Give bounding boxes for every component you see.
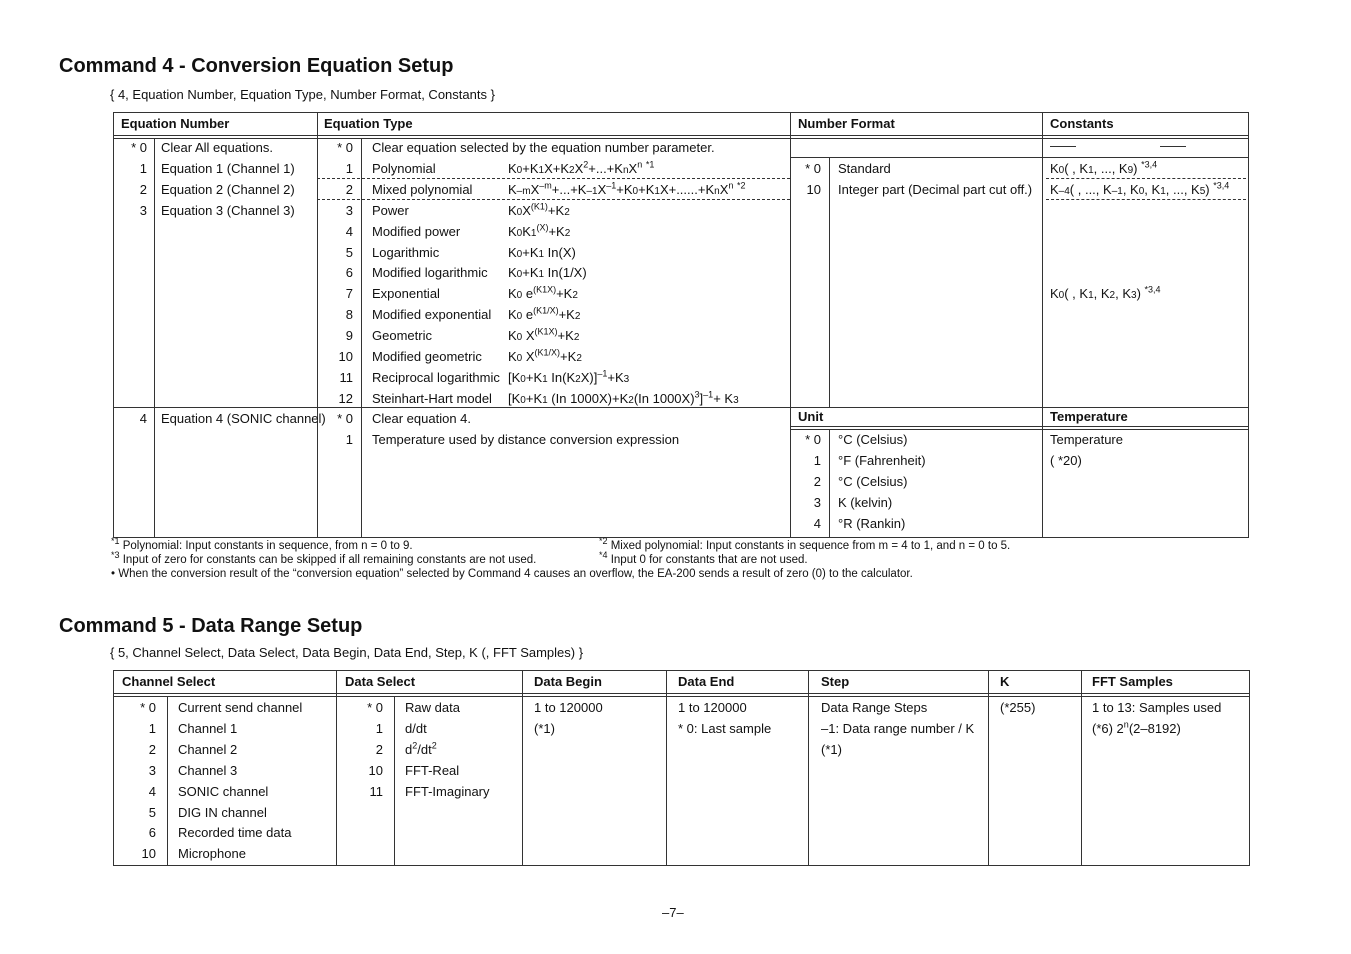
eq-type-code: 1	[345, 161, 353, 176]
command4-title: Command 4 - Conversion Equation Setup	[59, 55, 454, 77]
column-rule	[394, 696, 395, 866]
unit-code: 4	[813, 516, 821, 531]
header-data-end: Data End	[678, 674, 735, 689]
eq-type-name: Mixed polynomial	[372, 182, 473, 197]
step-note: (*1)	[821, 742, 842, 757]
eq-type-code: * 0	[337, 140, 353, 155]
fft-range: 1 to 13: Samples used	[1092, 700, 1222, 715]
footnote-1: $^{*1}$ Polynomial: Input constants in sequence, from n = 0 to 9.	[111, 536, 413, 552]
row-rule	[790, 157, 1249, 158]
eq-type-name: Polynomial	[372, 161, 436, 176]
data-select-label: d/dt	[405, 721, 427, 736]
command4-syntax: { 4, Equation Number, Equation Type, Number Format, Constants }	[110, 87, 495, 102]
data-select-code: 10	[368, 763, 383, 778]
eq-type-code: 10	[338, 349, 353, 364]
constants-dash: ——	[1160, 138, 1186, 153]
column-rule	[1081, 670, 1082, 866]
eq-number-label: Clear All equations.	[161, 140, 274, 155]
k-note: (*255)	[1000, 700, 1036, 715]
column-rule	[522, 670, 523, 866]
data-select-label: Raw data	[405, 700, 460, 715]
channel-label: Channel 2	[178, 742, 238, 757]
unit-label: °C (Celsius)	[838, 432, 908, 447]
unit-label: K (kelvin)	[838, 495, 893, 510]
channel-label: DIG IN channel	[178, 805, 267, 820]
data-begin-range: 1 to 120000	[534, 700, 603, 715]
num-format-label: Integer part (Decimal part cut off.)	[838, 182, 1033, 197]
command5-title: Command 5 - Data Range Setup	[59, 615, 363, 637]
constants-standard: K0( , K1, ..., K9) $^{*3,4}$	[1050, 159, 1158, 176]
channel-code: 1	[148, 721, 156, 736]
constants-others: K0( , K1, K2, K3) $^{*3,4}$	[1050, 284, 1161, 301]
header-data-begin: Data Begin	[534, 674, 602, 689]
row-rule	[790, 429, 1249, 430]
data-begin-note: (*1)	[534, 721, 555, 736]
column-rule	[829, 429, 830, 538]
header-rule	[113, 693, 1250, 694]
header-channel-select: Channel Select	[122, 674, 216, 689]
constants-dash: ——	[1050, 138, 1076, 153]
eq-number-code: 4	[139, 411, 147, 426]
header-rule	[113, 696, 1250, 697]
eq-type-code: 9	[345, 328, 353, 343]
data-select-code: 11	[369, 784, 383, 799]
eq-number-code: 1	[139, 161, 147, 176]
data-select-code: 1	[375, 721, 383, 736]
channel-label: Channel 1	[178, 721, 238, 736]
eq4-type-code: 1	[345, 432, 353, 447]
eq4-type-name: Clear equation 4.	[372, 411, 472, 426]
unit-code: 2	[813, 474, 821, 489]
footnote-4: $^{*4}$ Input 0 for constants that are not used.	[599, 550, 808, 566]
eq-type-code: 7	[345, 286, 353, 301]
unit-label: °C (Celsius)	[838, 474, 908, 489]
header-rule	[113, 135, 1249, 136]
channel-label: Current send channel	[178, 700, 303, 715]
temperature-label: Temperature	[1050, 432, 1123, 447]
eq4-type-code: * 0	[337, 411, 353, 426]
channel-code: 5	[148, 805, 156, 820]
header-step: Step	[821, 674, 850, 689]
column-rule	[154, 138, 155, 538]
formula-modified-power: $K0K1^{(X)}+K2$	[508, 222, 571, 239]
channel-code: 10	[141, 846, 156, 861]
data-end-range: 1 to 120000	[678, 700, 747, 715]
header-rule	[113, 138, 1249, 139]
channel-code: 6	[148, 825, 156, 840]
channel-label: Microphone	[178, 846, 246, 861]
header-equation-type: Equation Type	[324, 116, 413, 131]
eq-type-name: Modified exponential	[372, 307, 492, 322]
channel-code: 4	[148, 784, 156, 799]
row-rule	[790, 426, 1249, 427]
eq-type-code: 11	[339, 370, 353, 385]
eq-type-code: 12	[338, 391, 353, 406]
eq4-type-name: Temperature used by distance conversion expression	[372, 432, 680, 447]
channel-label: Recorded time data	[178, 825, 292, 840]
footnote-2: $^{*2}$ Mixed polynomial: Input constants in sequence from m = 4 to 1, and n = 0 to 5.	[599, 536, 1011, 552]
formula-modified-logarithmic: K0+K1 In(1/X)	[508, 265, 587, 280]
eq-type-name: Reciprocal logarithmic	[372, 370, 500, 385]
header-unit: Unit	[798, 409, 824, 424]
eq-number-code: 3	[139, 203, 147, 218]
eq-type-code: 5	[345, 245, 353, 260]
eq-type-code: 8	[345, 307, 353, 322]
channel-code: 3	[148, 763, 156, 778]
column-rule	[167, 696, 168, 866]
data-end-note: * 0: Last sample	[678, 721, 772, 736]
formula-steinhart-hart: [K0+K1 (In 1000X)+K2(In 1000X)$^3$]$^{-1}$+ K3	[508, 389, 739, 406]
data-select-code: 2	[375, 742, 383, 757]
step-detail: –1: Data range number / K	[821, 721, 975, 736]
header-data-select: Data Select	[345, 674, 416, 689]
fft-note: (*6) 2$^n$(2–8192)	[1092, 719, 1181, 736]
formula-modified-exponential: K0 $e^{(K1/X)}+K2$	[508, 305, 581, 322]
formula-power: $K0X^{(K1)}+K2$	[508, 201, 570, 218]
column-rule	[808, 670, 809, 866]
eq-type-code: 6	[345, 265, 353, 280]
formula-exponential: K0 $e^{(K1X)}+K2$	[508, 284, 578, 301]
eq-type-code: 2	[345, 182, 353, 197]
eq-number-label: Equation 4 (SONIC channel)	[161, 411, 326, 426]
temperature-note: ( *20)	[1050, 453, 1082, 468]
data-select-label: FFT-Imaginary	[405, 784, 490, 799]
formula-modified-geometric: K0 $X^{(K1/X)}+K2$	[508, 347, 582, 364]
command5-syntax: { 5, Channel Select, Data Select, Data Begin, Data End, Step, K (, FFT Samples) }	[110, 645, 584, 660]
eq-number-label: Equation 3 (Channel 3)	[161, 203, 295, 218]
eq-type-name: Geometric	[372, 328, 432, 343]
formula-geometric: K0 $X^{(K1X)}+K2$	[508, 326, 580, 343]
eq-type-name: Steinhart-Hart model	[372, 391, 492, 406]
unit-code: * 0	[805, 432, 821, 447]
formula-mixed-polynomial: $K-mX^{-m}+...+K-1X^{-1}+K0+K1X+......+KnX^n$ $^{*2}$	[508, 180, 746, 197]
footnote-3: $^{*3}$ Input of zero for constants can be skipped if all remaining constants are not used.	[111, 550, 537, 566]
channel-code: 2	[148, 742, 156, 757]
page-number: –7–	[662, 905, 684, 920]
channel-code: * 0	[140, 700, 156, 715]
eq-type-name: Logarithmic	[372, 245, 440, 260]
channel-label: Channel 3	[178, 763, 238, 778]
header-temperature: Temperature	[1050, 409, 1128, 424]
formula-polynomial: $K0+K1X+K2X^2+...+KnX^n$ $^{*1}$	[508, 159, 655, 176]
channel-label: SONIC channel	[178, 784, 269, 799]
num-format-label: Standard	[838, 161, 891, 176]
data-select-label: FFT-Real	[405, 763, 460, 778]
eq-number-code: * 0	[131, 140, 147, 155]
eq-number-label: Equation 1 (Channel 1)	[161, 161, 295, 176]
column-rule	[666, 670, 667, 866]
data-select-label-d2dt2: $d^2/dt^2$	[405, 740, 437, 757]
column-rule	[988, 670, 989, 866]
num-format-code: 10	[806, 182, 821, 197]
unit-code: 1	[813, 453, 821, 468]
eq-type-name: Modified logarithmic	[372, 265, 488, 280]
eq-type-name: Exponential	[372, 286, 440, 301]
eq-type-name: Modified power	[372, 224, 461, 239]
eq-number-code: 2	[139, 182, 147, 197]
footnote-bullet: • When the conversion result of the “conversion equation” selected by Command 4 causes an overflow, the EA-200 sends a result of zero (0) to the calculator.	[111, 568, 913, 580]
column-rule	[1042, 112, 1043, 538]
unit-label: °R (Rankin)	[838, 516, 906, 531]
eq-type-name: Power	[372, 203, 409, 218]
header-number-format: Number Format	[798, 116, 895, 131]
header-k: K	[1000, 674, 1010, 689]
eq-type-code: 4	[345, 224, 353, 239]
eq-type-name: Clear equation selected by the equation number parameter.	[372, 140, 715, 155]
header-constants: Constants	[1050, 116, 1114, 131]
constants-mixed: K–4( , ..., K–1, K0, K1, ..., K5) $^{*3,4}$	[1050, 180, 1230, 197]
unit-label: °F (Fahrenheit)	[838, 453, 926, 468]
num-format-code: * 0	[805, 161, 821, 176]
formula-logarithmic: K0+K1 In(X)	[508, 245, 576, 260]
formula-reciprocal-logarithmic: [K0+K1 In(K2X)]$^{-1}$+K3	[508, 368, 630, 385]
column-rule	[829, 157, 830, 407]
column-rule	[361, 138, 362, 538]
header-equation-number: Equation Number	[121, 116, 230, 131]
eq-number-label: Equation 2 (Channel 2)	[161, 182, 295, 197]
step-label: Data Range Steps	[821, 700, 928, 715]
eq-type-name: Modified geometric	[372, 349, 482, 364]
eq-type-code: 3	[345, 203, 353, 218]
header-fft-samples: FFT Samples	[1092, 674, 1173, 689]
data-select-code: * 0	[367, 700, 383, 715]
unit-code: 3	[813, 495, 821, 510]
